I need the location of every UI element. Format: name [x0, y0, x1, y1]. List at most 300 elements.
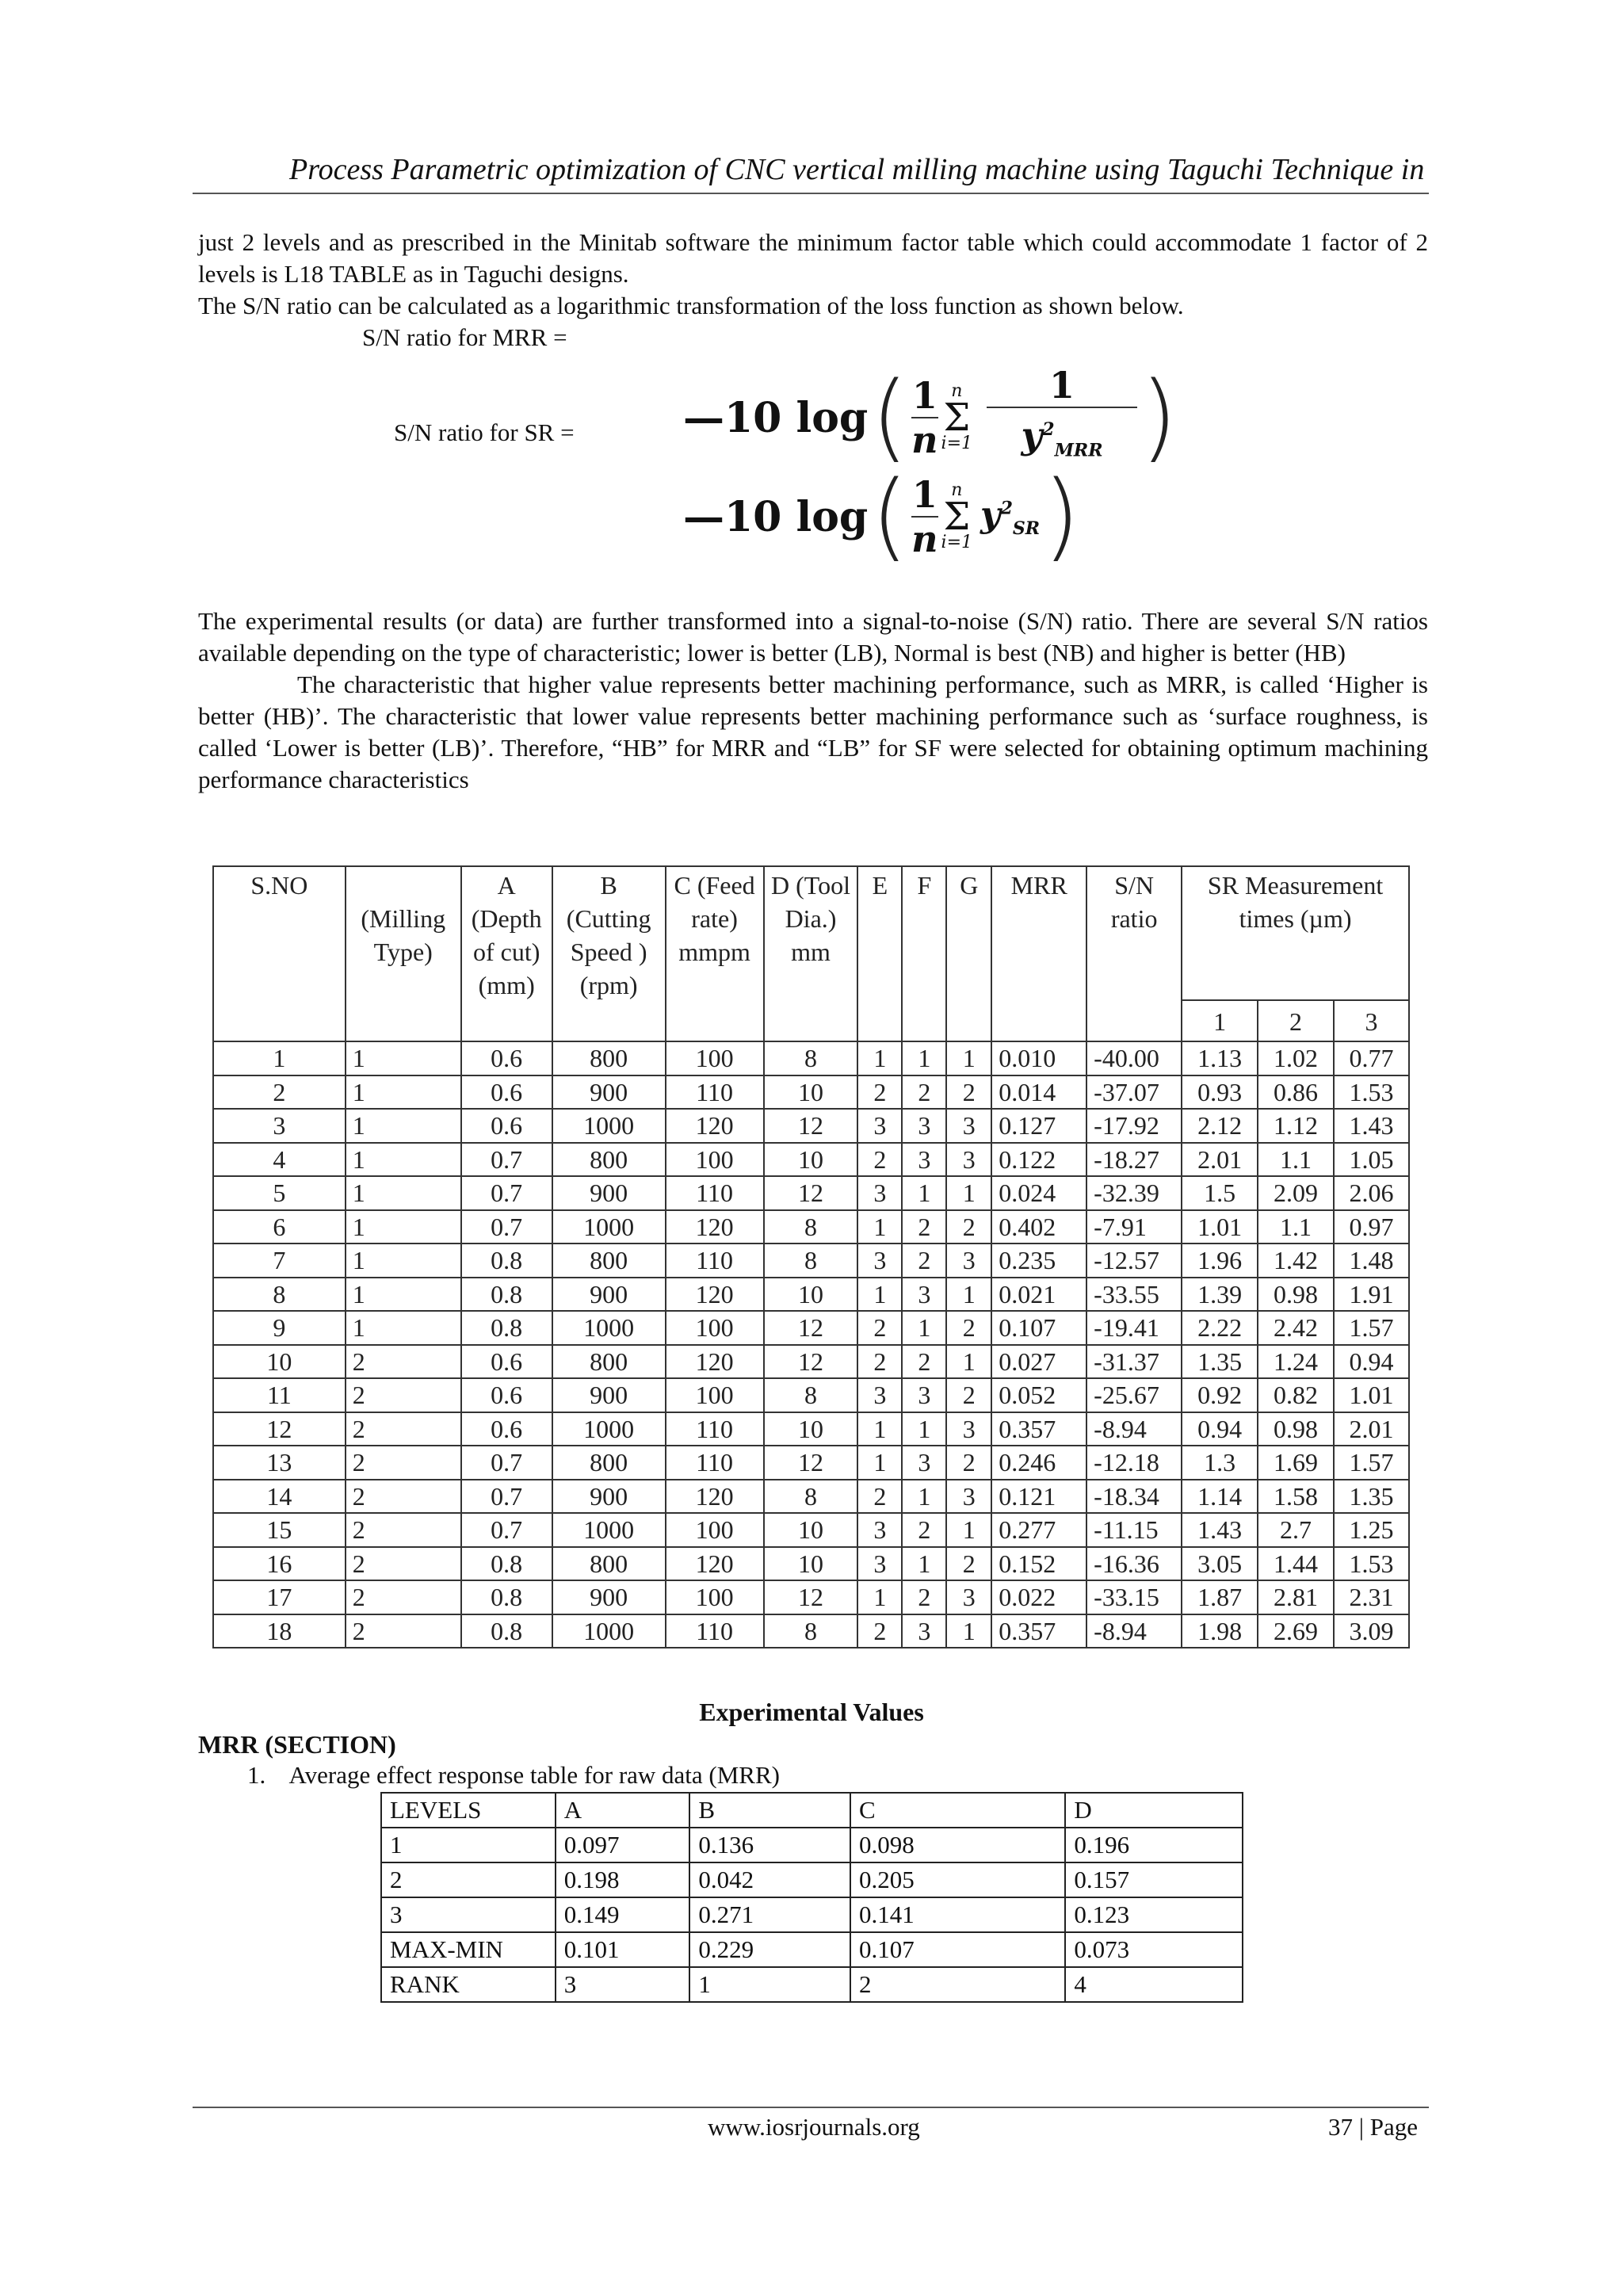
table-cell: 10 — [213, 1345, 346, 1379]
table-cell: 3 — [902, 1278, 946, 1312]
table-cell: 2 — [857, 1143, 902, 1177]
table-cell: 0.101 — [556, 1932, 690, 1967]
footer-rule — [193, 2107, 1429, 2108]
table-cell: C — [850, 1793, 1065, 1828]
table-cell: 8 — [764, 1210, 858, 1244]
table-cell: 1.43 — [1334, 1109, 1409, 1143]
table-cell: 1 — [346, 1244, 461, 1278]
table-cell: 0.7 — [461, 1143, 552, 1177]
table-cell: 1000 — [552, 1412, 666, 1446]
table-cell: 900 — [552, 1480, 666, 1514]
table-cell: 1 — [346, 1311, 461, 1345]
table-cell: 11 — [213, 1378, 346, 1412]
table-cell: 0.7 — [461, 1446, 552, 1480]
table-cell: 0.277 — [991, 1513, 1086, 1547]
table-cell: 14 — [213, 1480, 346, 1514]
table-cell: 2.42 — [1258, 1311, 1334, 1345]
table-cell: 0.127 — [991, 1109, 1086, 1143]
header-sn-ratio: S/N ratio — [1086, 866, 1182, 1041]
table-cell: 0.7 — [461, 1513, 552, 1547]
table-cell: 0.8 — [461, 1614, 552, 1648]
table-cell: 0.357 — [991, 1412, 1086, 1446]
table-cell: 1000 — [552, 1614, 666, 1648]
table-cell: 7 — [213, 1244, 346, 1278]
table-cell: 900 — [552, 1378, 666, 1412]
table-cell: 110 — [666, 1244, 764, 1278]
table-cell: -12.57 — [1086, 1244, 1182, 1278]
table-cell: 17 — [213, 1580, 346, 1614]
table-cell: 0.149 — [556, 1897, 690, 1932]
table-cell: 0.052 — [991, 1378, 1086, 1412]
table-cell: 2 — [346, 1480, 461, 1514]
table-cell: 2 — [857, 1075, 902, 1110]
table-cell: 2 — [946, 1210, 991, 1244]
table-cell: 3 — [213, 1109, 346, 1143]
table-row — [381, 1862, 1243, 1897]
table-cell: 0.121 — [991, 1480, 1086, 1514]
table-cell: 3 — [902, 1143, 946, 1177]
table-cell: 120 — [666, 1480, 764, 1514]
table-row — [213, 1176, 1409, 1210]
table-cell: 3 — [857, 1378, 902, 1412]
table-cell: 3 — [946, 1109, 991, 1143]
section-heading: MRR (SECTION) — [198, 1730, 396, 1759]
table-cell: 4 — [213, 1143, 346, 1177]
table-cell: 1.01 — [1334, 1378, 1409, 1412]
table-row — [381, 1793, 1243, 1828]
body-paragraph-2: The characteristic that higher value represents better machining performance, such as MRR, is called ‘Higher is better (HB)’. The characteristic that lower value represents better machining performance such as ‘surface roughness, is called ‘Lower is better (LB)’. Therefore, “HB” for MRR and “LB” for SF were selected for obtaining optimum machining performance characteristics — [198, 670, 1428, 793]
table-cell: 0.027 — [991, 1345, 1086, 1379]
table-cell: 3.09 — [1334, 1614, 1409, 1648]
table-cell: 0.7 — [461, 1480, 552, 1514]
table-row — [381, 1932, 1243, 1967]
table-cell: 1 — [213, 1041, 346, 1075]
header-e: E — [857, 866, 902, 1041]
table-cell: 3 — [946, 1244, 991, 1278]
table-cell: 2 — [946, 1311, 991, 1345]
table-cell: 10 — [764, 1143, 858, 1177]
table-cell: 1 — [857, 1580, 902, 1614]
table-row — [213, 1412, 1409, 1446]
table-cell: 1 — [946, 1041, 991, 1075]
table-cell: 1.3 — [1182, 1446, 1258, 1480]
table-cell: 3 — [902, 1109, 946, 1143]
table-cell: 1.12 — [1258, 1109, 1334, 1143]
table-cell: 2 — [346, 1614, 461, 1648]
table-cell: 1.1 — [1258, 1210, 1334, 1244]
table-cell: 2 — [381, 1862, 556, 1897]
table-row — [213, 1378, 1409, 1412]
table-cell: 1.43 — [1182, 1513, 1258, 1547]
table-cell: 1.57 — [1334, 1311, 1409, 1345]
header-d-tool-dia: D (Tool Dia.) mm — [764, 866, 858, 1041]
table-cell: 0.7 — [461, 1176, 552, 1210]
table-cell: 1000 — [552, 1311, 666, 1345]
right-paren: ) — [1043, 461, 1080, 571]
table-cell: 1.24 — [1258, 1345, 1334, 1379]
table-cell: 0.7 — [461, 1210, 552, 1244]
table-cell: 2.09 — [1258, 1176, 1334, 1210]
table-cell: 1 — [946, 1278, 991, 1312]
table-cell: 0.98 — [1258, 1412, 1334, 1446]
table-cell: 0.94 — [1182, 1412, 1258, 1446]
table-cell: 0.196 — [1065, 1828, 1243, 1862]
table-cell: 3 — [902, 1614, 946, 1648]
table-cell: 0.022 — [991, 1580, 1086, 1614]
table-cell: 3 — [381, 1897, 556, 1932]
table-cell: 3 — [556, 1967, 690, 2002]
table-cell: 8 — [764, 1378, 858, 1412]
header-sr-1: 1 — [1182, 1000, 1258, 1041]
table-row — [381, 1828, 1243, 1862]
table-cell: 2 — [857, 1311, 902, 1345]
table-cell: 2 — [946, 1075, 991, 1110]
table-cell: 0.8 — [461, 1244, 552, 1278]
table-cell: 1.5 — [1182, 1176, 1258, 1210]
table-cell: 1 — [857, 1210, 902, 1244]
table-cell: 0.6 — [461, 1109, 552, 1143]
table-cell: 1.53 — [1334, 1075, 1409, 1110]
table-cell: -18.27 — [1086, 1143, 1182, 1177]
table-row — [213, 1143, 1409, 1177]
table-cell: -33.55 — [1086, 1278, 1182, 1312]
table-cell: 1 — [346, 1041, 461, 1075]
table-cell: 120 — [666, 1547, 764, 1581]
table-cell: 2.01 — [1334, 1412, 1409, 1446]
table-cell: 1 — [346, 1109, 461, 1143]
table-cell: 1 — [857, 1278, 902, 1312]
intro-paragraph-1: just 2 levels and as prescribed in the Minitab software the minimum factor table which could accommodate 1 factor of 2 levels is L18 TABLE as in Taguchi designs. — [198, 228, 1428, 288]
table-row — [213, 1345, 1409, 1379]
table-cell: 18 — [213, 1614, 346, 1648]
table-cell: 2 — [946, 1446, 991, 1480]
table-cell: 0.205 — [850, 1862, 1065, 1897]
table-cell: 15 — [213, 1513, 346, 1547]
table-caption: Experimental Values — [699, 1698, 924, 1726]
table-cell: 1.42 — [1258, 1244, 1334, 1278]
table-cell: 800 — [552, 1547, 666, 1581]
table-cell: 10 — [764, 1547, 858, 1581]
table-cell: 0.246 — [991, 1446, 1086, 1480]
table-cell: 5 — [213, 1176, 346, 1210]
table-row — [213, 1210, 1409, 1244]
table-cell: 1 — [346, 1143, 461, 1177]
table-cell: 12 — [764, 1345, 858, 1379]
table-cell: 0.010 — [991, 1041, 1086, 1075]
table-cell: 12 — [213, 1412, 346, 1446]
summation-symbol: n Σ i=1 — [941, 381, 973, 453]
table-cell: 100 — [666, 1311, 764, 1345]
table-cell: 100 — [666, 1378, 764, 1412]
table-cell: 0.6 — [461, 1075, 552, 1110]
table-cell: 1 — [346, 1176, 461, 1210]
table-cell: -33.15 — [1086, 1580, 1182, 1614]
table-row — [213, 1480, 1409, 1514]
table-cell: -37.07 — [1086, 1075, 1182, 1110]
table-cell: 0.77 — [1334, 1041, 1409, 1075]
table-cell: 10 — [764, 1412, 858, 1446]
formula-sn-mrr — [683, 362, 1178, 472]
table-cell: -16.36 — [1086, 1547, 1182, 1581]
header-sr-measurement: SR Measurement times (µm) — [1182, 866, 1409, 1000]
table-cell: 1 — [902, 1480, 946, 1514]
table-cell: 0.136 — [689, 1828, 850, 1862]
table-cell: 2.69 — [1258, 1614, 1334, 1648]
table-cell: 0.6 — [461, 1345, 552, 1379]
table-cell: 1 — [946, 1176, 991, 1210]
table-cell: 1.05 — [1334, 1143, 1409, 1177]
table-cell: 2.12 — [1182, 1109, 1258, 1143]
table-cell: 900 — [552, 1580, 666, 1614]
table-cell: 0.8 — [461, 1278, 552, 1312]
table-cell: 1 — [346, 1278, 461, 1312]
table-cell: 2 — [850, 1967, 1065, 2002]
fraction-one-over-n: $\frac{1}{n}$ — [911, 473, 938, 560]
table-cell: 1 — [381, 1828, 556, 1862]
table-cell: 2 — [346, 1345, 461, 1379]
table-cell: 0.235 — [991, 1244, 1086, 1278]
formula-sn-sr — [683, 461, 1080, 571]
table-cell: 2.7 — [1258, 1513, 1334, 1547]
table-cell: 1 — [946, 1614, 991, 1648]
table-cell: 1.25 — [1334, 1513, 1409, 1547]
right-paren: ) — [1140, 362, 1178, 472]
table-cell: 2 — [346, 1547, 461, 1581]
table-cell: 1 — [902, 1412, 946, 1446]
table-cell: 3 — [902, 1446, 946, 1480]
table-cell: 2.01 — [1182, 1143, 1258, 1177]
footer-url[interactable]: www.iosrjournals.org — [708, 2113, 920, 2141]
table-row — [213, 1547, 1409, 1581]
mrr-response-table — [380, 1792, 1243, 2003]
table-cell: 1 — [857, 1446, 902, 1480]
fraction-one-over-n: $\frac{1}{n}$ — [911, 374, 938, 461]
table-cell: 0.141 — [850, 1897, 1065, 1932]
table-cell: 0.86 — [1258, 1075, 1334, 1110]
table-cell: 1.98 — [1182, 1614, 1258, 1648]
table-cell: 0.097 — [556, 1828, 690, 1862]
table-cell: 8 — [764, 1480, 858, 1514]
table-cell: 100 — [666, 1580, 764, 1614]
table-cell: 110 — [666, 1412, 764, 1446]
table-cell: 2 — [346, 1412, 461, 1446]
table-cell: -31.37 — [1086, 1345, 1182, 1379]
formula-coefficient: —10 log — [683, 393, 869, 442]
table-cell: 800 — [552, 1244, 666, 1278]
summation-symbol: n Σ i=1 — [941, 480, 973, 552]
body-paragraphs — [198, 606, 1428, 796]
table-row — [381, 1897, 1243, 1932]
table-cell: 0.402 — [991, 1210, 1086, 1244]
table-cell: 3 — [857, 1176, 902, 1210]
table-cell: 0.357 — [991, 1614, 1086, 1648]
table-cell: 0.97 — [1334, 1210, 1409, 1244]
table-cell: 3 — [857, 1547, 902, 1581]
table-cell: 8 — [764, 1041, 858, 1075]
table-cell: 0.94 — [1334, 1345, 1409, 1379]
table-cell: 2 — [346, 1580, 461, 1614]
table-cell: 120 — [666, 1109, 764, 1143]
table-cell: 2 — [857, 1614, 902, 1648]
left-paren: ( — [871, 461, 909, 571]
table-cell: 0.107 — [991, 1311, 1086, 1345]
table-row — [213, 1311, 1409, 1345]
table-cell: 1.57 — [1334, 1446, 1409, 1480]
header-milling-type: (Milling Type) — [346, 866, 461, 1041]
table-cell: 1.01 — [1182, 1210, 1258, 1244]
table-cell: 1.35 — [1182, 1345, 1258, 1379]
table-cell: 3 — [946, 1143, 991, 1177]
table-cell: 0.98 — [1258, 1278, 1334, 1312]
table-cell: 2 — [902, 1075, 946, 1110]
table-cell: 1 — [902, 1041, 946, 1075]
table-cell: 900 — [552, 1176, 666, 1210]
table-cell: 1.14 — [1182, 1480, 1258, 1514]
table-cell: 1 — [902, 1311, 946, 1345]
table-cell: 3 — [946, 1412, 991, 1446]
table-cell: D — [1065, 1793, 1243, 1828]
header-a-depth-of-cut: A (Depth of cut) (mm) — [461, 866, 552, 1041]
table-cell: 1.91 — [1334, 1278, 1409, 1312]
mrr-response-body — [381, 1793, 1243, 2002]
table-cell: 1000 — [552, 1513, 666, 1547]
header-f: F — [902, 866, 946, 1041]
table-row — [213, 1109, 1409, 1143]
table-cell: 900 — [552, 1278, 666, 1312]
table-cell: 2 — [902, 1345, 946, 1379]
formula-coefficient: —10 log — [683, 492, 869, 541]
table-cell: -8.94 — [1086, 1614, 1182, 1648]
table-cell: -8.94 — [1086, 1412, 1182, 1446]
table-cell: 0.92 — [1182, 1378, 1258, 1412]
table-cell: 120 — [666, 1278, 764, 1312]
sn-sr-label: S/N ratio for SR = — [394, 418, 575, 446]
table-cell: 2 — [346, 1513, 461, 1547]
table-cell: MAX-MIN — [381, 1932, 556, 1967]
table-cell: A — [556, 1793, 690, 1828]
table-cell: 1.44 — [1258, 1547, 1334, 1581]
table-cell: 2.22 — [1182, 1311, 1258, 1345]
intro-paragraphs — [198, 227, 1428, 322]
table-cell: 110 — [666, 1176, 764, 1210]
table-row — [381, 1967, 1243, 2002]
table-cell: 0.098 — [850, 1828, 1065, 1862]
table-cell: 0.021 — [991, 1278, 1086, 1312]
table-cell: 3 — [857, 1513, 902, 1547]
table-cell: 1 — [857, 1041, 902, 1075]
table-cell: 1.13 — [1182, 1041, 1258, 1075]
table-cell: 1000 — [552, 1210, 666, 1244]
table-cell: 1.53 — [1334, 1547, 1409, 1581]
table-cell: RANK — [381, 1967, 556, 2002]
table-cell: 2 — [346, 1378, 461, 1412]
table-cell: 3 — [946, 1580, 991, 1614]
table-cell: 1 — [902, 1547, 946, 1581]
table-cell: 3 — [902, 1378, 946, 1412]
table-cell: -32.39 — [1086, 1176, 1182, 1210]
header-b-cutting-speed: B (Cutting Speed ) (rpm) — [552, 866, 666, 1041]
table-cell: -18.34 — [1086, 1480, 1182, 1514]
table-cell: 1 — [946, 1345, 991, 1379]
table-cell: 3 — [857, 1109, 902, 1143]
header-c-feed-rate: C (Feed rate) mmpm — [666, 866, 764, 1041]
table-cell: 0.6 — [461, 1412, 552, 1446]
table-cell: 1.87 — [1182, 1580, 1258, 1614]
table-cell: 100 — [666, 1041, 764, 1075]
table-cell: 900 — [552, 1075, 666, 1110]
table-cell: 0.6 — [461, 1378, 552, 1412]
table-cell: 8 — [764, 1614, 858, 1648]
table-cell: -40.00 — [1086, 1041, 1182, 1075]
table-cell: 0.073 — [1065, 1932, 1243, 1967]
table-row — [213, 1580, 1409, 1614]
table-cell: B — [689, 1793, 850, 1828]
table-cell: 1.35 — [1334, 1480, 1409, 1514]
table-row — [213, 1614, 1409, 1648]
table-cell: -12.18 — [1086, 1446, 1182, 1480]
table-cell: 100 — [666, 1513, 764, 1547]
table-cell: 0.152 — [991, 1547, 1086, 1581]
table-row — [213, 1041, 1409, 1075]
header-rule — [193, 193, 1429, 194]
header-sr-3: 3 — [1334, 1000, 1409, 1041]
table-cell: 0.014 — [991, 1075, 1086, 1110]
table-cell: 0.024 — [991, 1176, 1086, 1210]
table-row — [213, 1513, 1409, 1547]
table-cell: 3 — [946, 1480, 991, 1514]
table-cell: 2 — [902, 1513, 946, 1547]
y-squared-sr: $y^2_{SR}$ — [980, 495, 1041, 539]
table-cell: 800 — [552, 1446, 666, 1480]
table-cell: 800 — [552, 1143, 666, 1177]
table-cell: 110 — [666, 1446, 764, 1480]
table-cell: 0.198 — [556, 1862, 690, 1897]
table-cell: 4 — [1065, 1967, 1243, 2002]
table-cell: 1000 — [552, 1109, 666, 1143]
table-cell: 1 — [857, 1412, 902, 1446]
table-cell: 1.39 — [1182, 1278, 1258, 1312]
table-cell: 8 — [764, 1244, 858, 1278]
table-row — [213, 1075, 1409, 1110]
body-paragraph-1: The experimental results (or data) are further transformed into a signal-to-noise (S/N) ratio. There are several S/N ratios available depending on the type of characteristic; lower is better (LB), Normal is best (NB) and higher is better (HB) — [198, 607, 1428, 667]
table-cell: 2.81 — [1258, 1580, 1334, 1614]
table-cell: 2 — [346, 1446, 461, 1480]
table-cell: 0.042 — [689, 1862, 850, 1897]
table-cell: 0.8 — [461, 1580, 552, 1614]
table-cell: 0.107 — [850, 1932, 1065, 1967]
table-cell: 16 — [213, 1547, 346, 1581]
header-sno: S.NO — [213, 866, 346, 1041]
table-cell: 8 — [213, 1278, 346, 1312]
table-cell: -25.67 — [1086, 1378, 1182, 1412]
table-cell: 1.96 — [1182, 1244, 1258, 1278]
left-paren: ( — [871, 362, 909, 472]
table-cell: 3 — [857, 1244, 902, 1278]
table-cell: 2 — [213, 1075, 346, 1110]
table-cell: 0.123 — [1065, 1897, 1243, 1932]
table-cell: 10 — [764, 1278, 858, 1312]
table-cell: 800 — [552, 1345, 666, 1379]
table-cell: 1 — [689, 1967, 850, 2002]
fraction-one-over-y2: $\frac{1}{y^2_{MRR}}$ — [987, 364, 1137, 472]
header-sr-2: 2 — [1258, 1000, 1334, 1041]
table-cell: 0.82 — [1258, 1378, 1334, 1412]
table-cell: 1.69 — [1258, 1446, 1334, 1480]
table-row — [213, 1244, 1409, 1278]
table-cell: 10 — [764, 1075, 858, 1110]
running-header: Process Parametric optimization of CNC vertical milling machine using Taguchi Technique in — [289, 153, 1425, 186]
table-cell: 110 — [666, 1075, 764, 1110]
